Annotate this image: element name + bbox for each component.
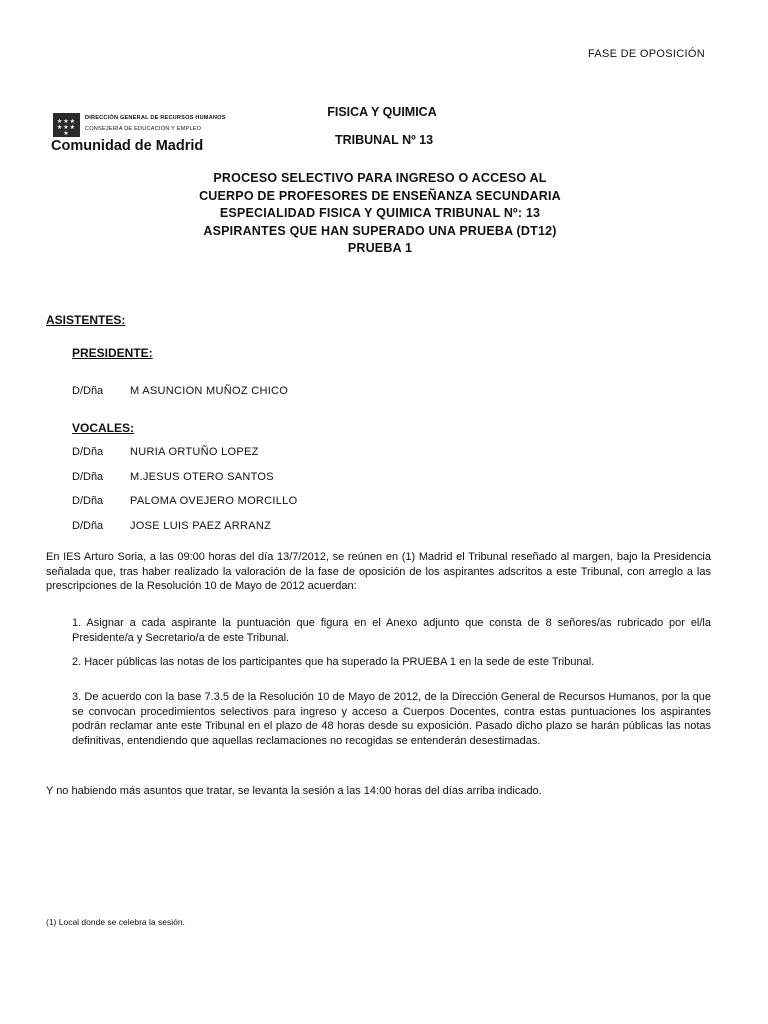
heading-line: PROCESO SELECTIVO PARA INGRESO O ACCESO AL xyxy=(213,171,547,185)
logo-department: DIRECCIÓN GENERAL DE RECURSOS HUMANOS xyxy=(85,115,226,121)
subject-title: FISICA Y QUIMICA xyxy=(327,105,437,119)
vocal-row xyxy=(72,520,271,532)
vocal-row xyxy=(72,471,274,483)
logo-ministry: CONSEJERÍA DE EDUCACIÓN Y EMPLEO xyxy=(85,126,202,132)
phase-label: FASE DE OPOSICIÓN xyxy=(588,48,705,60)
intro-paragraph: En IES Arturo Soria, a las 09:00 horas del día 13/7/2012, se reúnen en (1) Madrid el Tribunal reseñado al margen, bajo la Presidencia señalada que, tras haber realizado la valoración de la fase de oposición de los aspirantes adscritos a este Tribunal, con arreglo a las prescripciones de la Resolución 10 de Mayo de 2012 acuerdan: xyxy=(46,551,711,592)
document-heading xyxy=(0,170,760,258)
heading-line: PRUEBA 1 xyxy=(347,241,413,255)
tribunal-title: TRIBUNAL Nº 13 xyxy=(334,133,434,147)
agreement-item-1: 1. Asignar a cada aspirante la puntuación que figura en el Anexo adjunto que consta de 8 señores/as rubricado por el/la Presidente/a y Secretario/a de este Tribunal. xyxy=(72,617,711,644)
vocal-row xyxy=(72,495,297,507)
title-label: D/Dña xyxy=(72,495,104,507)
footnote: (1) Local donde se celebra la sesión. xyxy=(46,917,185,927)
president-row xyxy=(72,385,288,397)
vocal-name: PALOMA OVEJERO MORCILLO xyxy=(130,495,298,507)
president-heading: PRESIDENTE: xyxy=(72,346,153,360)
title-label: D/Dña xyxy=(72,385,104,397)
agreement-item-3: 3. De acuerdo con la base 7.3.5 de la Resolución 10 de Mayo de 2012, de la Dirección General de Recursos Humanos, por la que se convocan procedimientos selectivos para ingreso y acceso a Cuerpos Docentes, contra estas puntuaciones los aspirantes podrán reclamar ante este Tribunal en el plazo de 48 horas desde su exposición. Pasado dicho plazo se harán públicas las notas definitivas, entendiendo que aquellas reclamaciones no recogidas se entenderán desestimadas. xyxy=(72,691,711,747)
vocal-name: JOSE LUIS PAEZ ARRANZ xyxy=(130,520,272,532)
title-label: D/Dña xyxy=(72,471,104,483)
madrid-flag-icon: ★★★ ★★★ ★ xyxy=(53,113,80,137)
attendees-heading: ASISTENTES: xyxy=(46,313,126,327)
title-label: D/Dña xyxy=(72,446,104,458)
vocal-name: M.JESUS OTERO SANTOS xyxy=(130,471,274,483)
logo-name: Comunidad de Madrid xyxy=(51,138,204,154)
vocal-name: NURIA ORTUÑO LOPEZ xyxy=(130,446,259,458)
closing-paragraph: Y no habiendo más asuntos que tratar, se levanta la sesión a las 14:00 horas del días arriba indicado. xyxy=(46,785,542,797)
heading-line: ESPECIALIDAD FISICA Y QUIMICA TRIBUNAL Nº: 13 xyxy=(219,206,541,220)
title-label: D/Dña xyxy=(72,520,104,532)
heading-line: ASPIRANTES QUE HAN SUPERADO UNA PRUEBA (DT12) xyxy=(203,223,557,238)
president-name: M ASUNCION MUÑOZ CHICO xyxy=(130,385,289,397)
vocal-row xyxy=(72,446,259,458)
heading-line: CUERPO DE PROFESORES DE ENSEÑANZA SECUNDARIA xyxy=(199,188,561,203)
agreement-item-2: 2. Hacer públicas las notas de los participantes que ha superado la PRUEBA 1 en la sede de este Tribunal. xyxy=(72,656,595,668)
vocales-heading: VOCALES: xyxy=(72,421,135,435)
